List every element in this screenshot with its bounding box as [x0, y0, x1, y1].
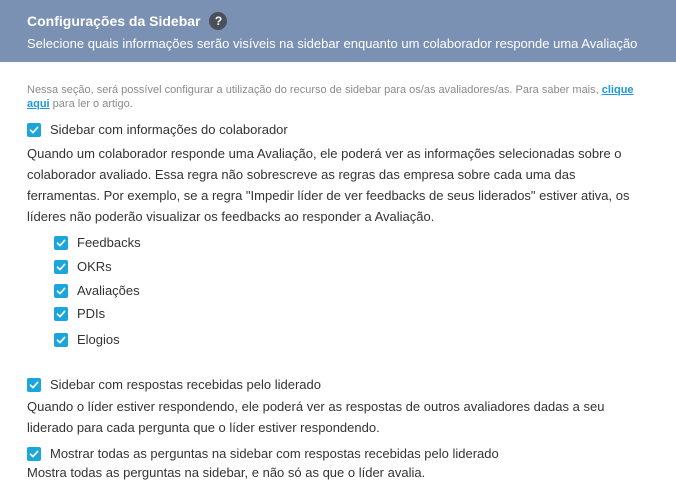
question-mark-icon[interactable]: ? [209, 12, 227, 30]
sidebar-colaborador-label: Sidebar com informações do colaborador [50, 122, 288, 137]
option-avaliacoes[interactable] [54, 283, 140, 298]
option-feedbacks[interactable] [54, 235, 141, 250]
sidebar-settings-header [0, 0, 676, 62]
intro-text [27, 83, 657, 111]
sidebar-colaborador-description: Quando um colaborador responde uma Avaliação, ele poderá ver as informações selecionadas sobre o colaborador avaliado. Essa regra não sobrescreve as regras das empresa sobre cada uma das ferramentas. Por exemplo, se a regra "Impedir líder de ver feedbacks de seus liderados" estiver ativa, os líderes não poderão visualizar os feedbacks ao responder a Avaliação. [27, 146, 630, 224]
option-pdis[interactable] [54, 306, 105, 321]
pdis-label: PDIs [77, 306, 106, 321]
checkmark-icon [56, 262, 66, 272]
okrs-label: OKRs [77, 259, 112, 274]
mostrar-todas-option[interactable] [27, 446, 499, 461]
avaliacoes-label: Avaliações [77, 283, 140, 298]
mostrar-todas-description: Mostra todas as perguntas na sidebar, e não só as que o líder avalia. [27, 465, 426, 480]
page-title: Configurações da Sidebar [27, 13, 201, 29]
checkmark-icon [29, 380, 39, 390]
learn-more-link[interactable]: clique aqui [27, 84, 634, 110]
checkmark-icon [29, 125, 39, 135]
intro-text-after: para ler o artigo. [49, 98, 133, 110]
sidebar-respostas-option[interactable] [27, 377, 321, 392]
option-okrs[interactable] [54, 259, 112, 274]
checkmark-icon [29, 449, 39, 459]
checkmark-icon [56, 309, 66, 319]
mostrar-todas-checkbox[interactable] [27, 447, 41, 461]
page-subtitle: Selecione quais informações serão visíveis na sidebar enquanto um colaborador responde uma Avaliação [27, 36, 638, 51]
sidebar-respostas-checkbox[interactable] [27, 378, 41, 392]
sidebar-colaborador-option[interactable] [27, 122, 288, 137]
sidebar-colaborador-checkbox[interactable] [27, 123, 41, 137]
pdis-checkbox[interactable] [54, 307, 68, 321]
sidebar-respostas-description: Quando o líder estiver respondendo, ele poderá ver as respostas de outros avaliadores dadas a seu liderado para cada pergunta que o líder estiver respondendo. [27, 399, 605, 435]
avaliacoes-checkbox[interactable] [54, 284, 68, 298]
feedbacks-label: Feedbacks [77, 235, 141, 250]
intro-text-before: Nessa seção, será possível configurar a utilização do recurso de sidebar para os/as avaliadores/as. Para saber mais, [27, 84, 602, 96]
checkmark-icon [56, 238, 66, 248]
checkmark-icon [56, 286, 66, 296]
okrs-checkbox[interactable] [54, 260, 68, 274]
header-title-row [27, 11, 676, 31]
elogios-checkbox[interactable] [54, 333, 68, 347]
mostrar-todas-label: Mostrar todas as perguntas na sidebar com respostas recebidas pelo liderado [50, 446, 499, 461]
sidebar-respostas-label: Sidebar com respostas recebidas pelo liderado [50, 377, 321, 392]
option-elogios[interactable] [54, 332, 120, 347]
checkmark-icon [56, 335, 66, 345]
elogios-label: Elogios [77, 332, 120, 347]
feedbacks-checkbox[interactable] [54, 236, 68, 250]
